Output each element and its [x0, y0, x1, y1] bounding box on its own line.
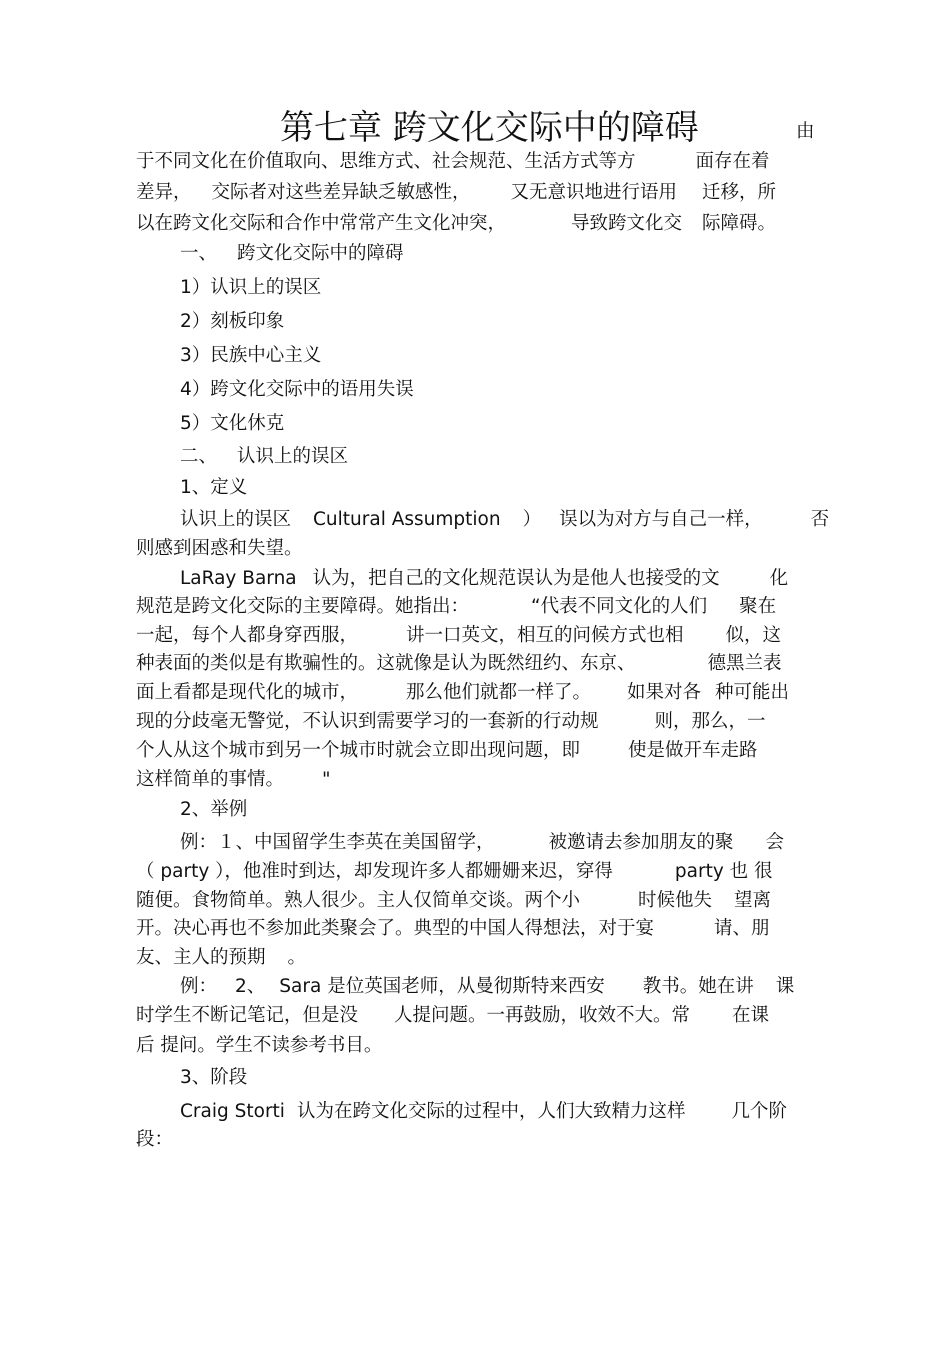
intro-line-2 — [136, 181, 816, 205]
text: 则，那么，一 — [654, 711, 766, 732]
text: 现的分歧毫无警觉，不认识到需要学习的一套新的行动规 — [136, 711, 599, 732]
text: 种可能出 — [715, 682, 790, 703]
example1-line-1 — [180, 831, 860, 855]
example2-line-2 — [136, 1004, 816, 1028]
text: 在课 — [732, 1005, 770, 1026]
text: 几个阶 — [731, 1101, 787, 1122]
text: LaRay Barna — [180, 568, 297, 589]
text: 个人从这个城市到另一个城市时就会立即出现问题，即 — [136, 740, 581, 761]
text: 规范是跨文化交际的主要障碍。她指出： — [136, 596, 470, 617]
chapter-title: 第七章 跨文化交际中的障碍 — [280, 108, 699, 148]
text: 2、 — [235, 976, 266, 997]
text: 时候他失 — [638, 890, 713, 911]
intro-line-3 — [136, 212, 816, 236]
text: 望离 — [734, 890, 772, 911]
barna-line-3 — [136, 624, 816, 648]
example1-line-3 — [136, 889, 816, 913]
definition-line-1 — [180, 508, 860, 532]
text: " — [322, 769, 331, 790]
text: 种表面的类似是有欺骗性的。这就像是认为既然纽约、东京、 — [136, 653, 636, 674]
list-item: 4）跨文化交际中的语用失误 — [180, 379, 414, 400]
barna-line-8 — [136, 768, 816, 792]
text: ） — [522, 509, 542, 530]
stage-line-1 — [180, 1100, 860, 1124]
barna-line-4 — [136, 652, 816, 676]
text: 跨文化交际中的障碍 — [237, 243, 404, 264]
section-1-heading — [180, 242, 860, 266]
text: Sara 是位英国老师，从曼彻斯特来西安 — [279, 976, 605, 997]
text: 以在跨文化交际和合作中常常产生文化冲突， — [136, 213, 507, 234]
example1-line-4 — [136, 917, 816, 941]
text: 那么他们就都一样了。 — [406, 682, 592, 703]
text: 导致跨文化交 — [571, 213, 683, 234]
text: 否 — [810, 509, 830, 530]
text: 这样简单的事情。 — [136, 769, 285, 790]
barna-line-1 — [180, 567, 860, 591]
list-item: 2）刻板印象 — [180, 311, 285, 332]
text: 。 — [287, 947, 307, 968]
text: 认识上的误区 — [180, 509, 292, 530]
text: 人提问题。一再鼓励，收效不大。常 — [394, 1005, 691, 1026]
text: 会 — [765, 832, 785, 853]
text: Craig Storti — [180, 1101, 285, 1122]
text: 二、 — [180, 446, 218, 467]
barna-line-6 — [136, 710, 816, 734]
text: 友、主人的预期 — [136, 947, 266, 968]
definition-line-2: 则感到困惑和失望。 — [136, 538, 303, 559]
subheading-definition: 1、定义 — [180, 477, 248, 498]
list-item: 3）民族中心主义 — [180, 345, 322, 366]
text: 例：１、中国留学生李英在美国留学， — [180, 832, 495, 853]
barna-line-5 — [136, 681, 816, 705]
text: Cultural Assumption — [313, 509, 501, 530]
subheading-examples: 2、举例 — [180, 799, 248, 820]
text: 被邀请去参加朋友的聚 — [548, 832, 734, 853]
text: 又无意识地进行语用 — [510, 182, 678, 203]
text: 时学生不断记笔记，但是没 — [136, 1005, 359, 1026]
text: 误以为对方与自己一样， — [559, 509, 763, 530]
text: 迁移，所 — [702, 182, 777, 203]
title-tail-text: 由 — [796, 121, 815, 142]
text: 一起，每个人都身穿西服， — [136, 625, 359, 646]
text: 化 — [769, 568, 789, 589]
text: 认为在跨文化交际的过程中，人们大致精力这样 — [296, 1101, 686, 1122]
list-item: 5）文化休克 — [180, 413, 285, 434]
text: 使是做开车走路 — [628, 740, 758, 761]
text: 认为，把自己的文化规范误认为是他人也接受的文 — [312, 568, 720, 589]
text: 认识上的误区 — [237, 446, 349, 467]
text: 如果对各 — [627, 682, 702, 703]
text: 随便。食物简单。熟人很少。主人仅简单交谈。两个小 — [136, 890, 581, 911]
text: 教书。她在讲 — [642, 976, 754, 997]
intro-line-1 — [136, 150, 816, 174]
text: 课 — [775, 976, 795, 997]
example1-line-5 — [136, 946, 816, 970]
stage-line-2: 段： — [136, 1129, 174, 1150]
text: 似，这 — [725, 625, 782, 646]
text: 例： — [180, 976, 218, 997]
text: 差异， — [136, 182, 192, 203]
text: 于不同文化在价值取向、思维方式、社会规范、生活方式等方 — [136, 151, 636, 172]
list-item: 1）认识上的误区 — [180, 277, 322, 298]
text: party 也 很 — [674, 861, 773, 882]
barna-line-2 — [136, 595, 816, 619]
example1-line-2 — [136, 860, 816, 884]
text: 面上看都是现代化的城市， — [136, 682, 359, 703]
text: 德黑兰表 — [707, 653, 782, 674]
example2-line-3: 后 提问。学生不读参考书目。 — [136, 1035, 383, 1056]
text: “代表不同文化的人们 — [531, 596, 708, 617]
text: 聚在 — [739, 596, 777, 617]
text: 交际者对这些差异缺乏敏感性， — [211, 182, 471, 203]
example2-line-1 — [180, 975, 860, 999]
section-2-heading — [180, 445, 860, 469]
text: 际障碍。 — [702, 213, 777, 234]
text: 请、朋 — [714, 918, 770, 939]
text: 一、 — [180, 243, 218, 264]
text: 讲一口英文，相互的问候方式也相 — [406, 625, 684, 646]
barna-line-7 — [136, 739, 816, 763]
text: 面存在着 — [695, 151, 770, 172]
text: （ party ），他准时到达，却发现许多人都姗姗来迟，穿得 — [136, 861, 613, 882]
subheading-stages: 3、阶段 — [180, 1067, 248, 1088]
text: 开。决心再也不参加此类聚会了。典型的中国人得想法，对于宴 — [136, 918, 655, 939]
